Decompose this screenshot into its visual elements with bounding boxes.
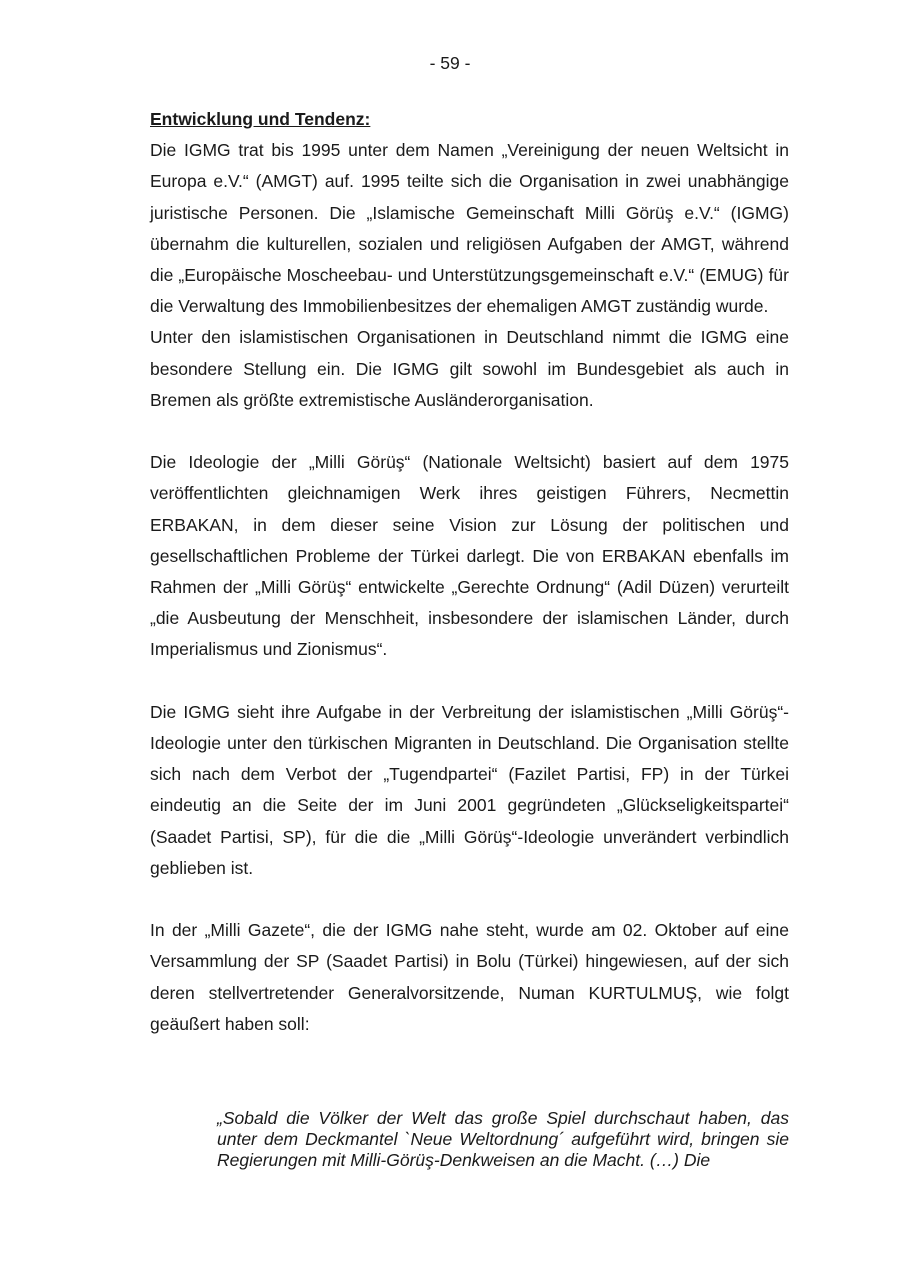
paragraph-history: Die IGMG trat bis 1995 unter dem Namen „Vereinigung der neuen Weltsicht in Europa e.V.“ (AMGT) auf. 1995 teilte sich die Organisation in zwei unabhängige juristische Personen. Die „Islamische Gemeinschaft Milli Görüş e.V.“ (IGMG) übernahm die kulturellen, sozialen und religiösen Aufgaben der AMGT, während die „Europäische Moscheebau- und Unterstützungsgemeinschaft e.V.“ (EMUG) für die Verwaltung des Immobilienbesitzes der ehemaligen AMGT zuständig wurde.	[150, 140, 789, 317]
page-number: - 59 -	[429, 53, 471, 73]
paragraph-position: Unter den islamistischen Organisationen in Deutschland nimmt die IGMG eine besondere Stellung ein. Die IGMG gilt sowohl im Bundesgebiet als auch in Bremen als größte extremistische Ausländerorganisation.	[150, 327, 789, 410]
paragraph-spacer	[150, 666, 789, 697]
block-quote: „Sobald die Völker der Welt das große Spiel durchschaut haben, das unter dem Deckmantel `Neue Weltordnung´ aufgeführt wird, bringen sie Regierungen mit Milli-Görüş-Denkweisen an die Macht. (…) Die	[217, 1108, 789, 1170]
paragraph-spacer	[150, 884, 789, 915]
section-heading: Entwicklung und Tendenz:	[150, 109, 371, 129]
paragraph-ideology: Die Ideologie der „Milli Görüş“ (Nationale Weltsicht) basiert auf dem 1975 veröffentlichten gleichnamigen Werk ihres geistigen Führers, Necmettin ERBAKAN, in dem dieser seine Vision zur Lösung der politischen und gesellschaftlichen Probleme der Türkei darlegt. Die von ERBAKAN ebenfalls im Rahmen der „Milli Görüş“ entwickelte „Gerechte Ordnung“ (Adil Düzen) verurteilt „die Ausbeutung der Menschheit, insbesondere der islamischen Länder, durch Imperialismus und Zionismus“.	[150, 452, 789, 660]
paragraph-spacer	[150, 416, 789, 447]
paragraph-milli-gazete: In der „Milli Gazete“, die der IGMG nahe steht, wurde am 02. Oktober auf eine Versammlung der SP (Saadet Partisi) in Bolu (Türkei) hingewiesen, auf der sich deren stellvertretender Generalvorsitzende, Numan KURTULMUŞ, wie folgt geäußert haben soll:	[150, 920, 789, 1034]
paragraph-mission: Die IGMG sieht ihre Aufgabe in der Verbreitung der islamistischen „Milli Görüş“-Ideologie unter den türkischen Migranten in Deutschland. Die Organisation stellte sich nach dem Verbot der „Tugendpartei“ (Fazilet Partisi, FP) in der Türkei eindeutig an die Seite der im Juni 2001 gegründeten „Glückseligkeitspartei“ (Saadet Partisi, SP), für die die „Milli Görüş“-Ideologie unverändert verbindlich geblieben ist.	[150, 701, 789, 878]
body-text	[150, 104, 789, 1040]
